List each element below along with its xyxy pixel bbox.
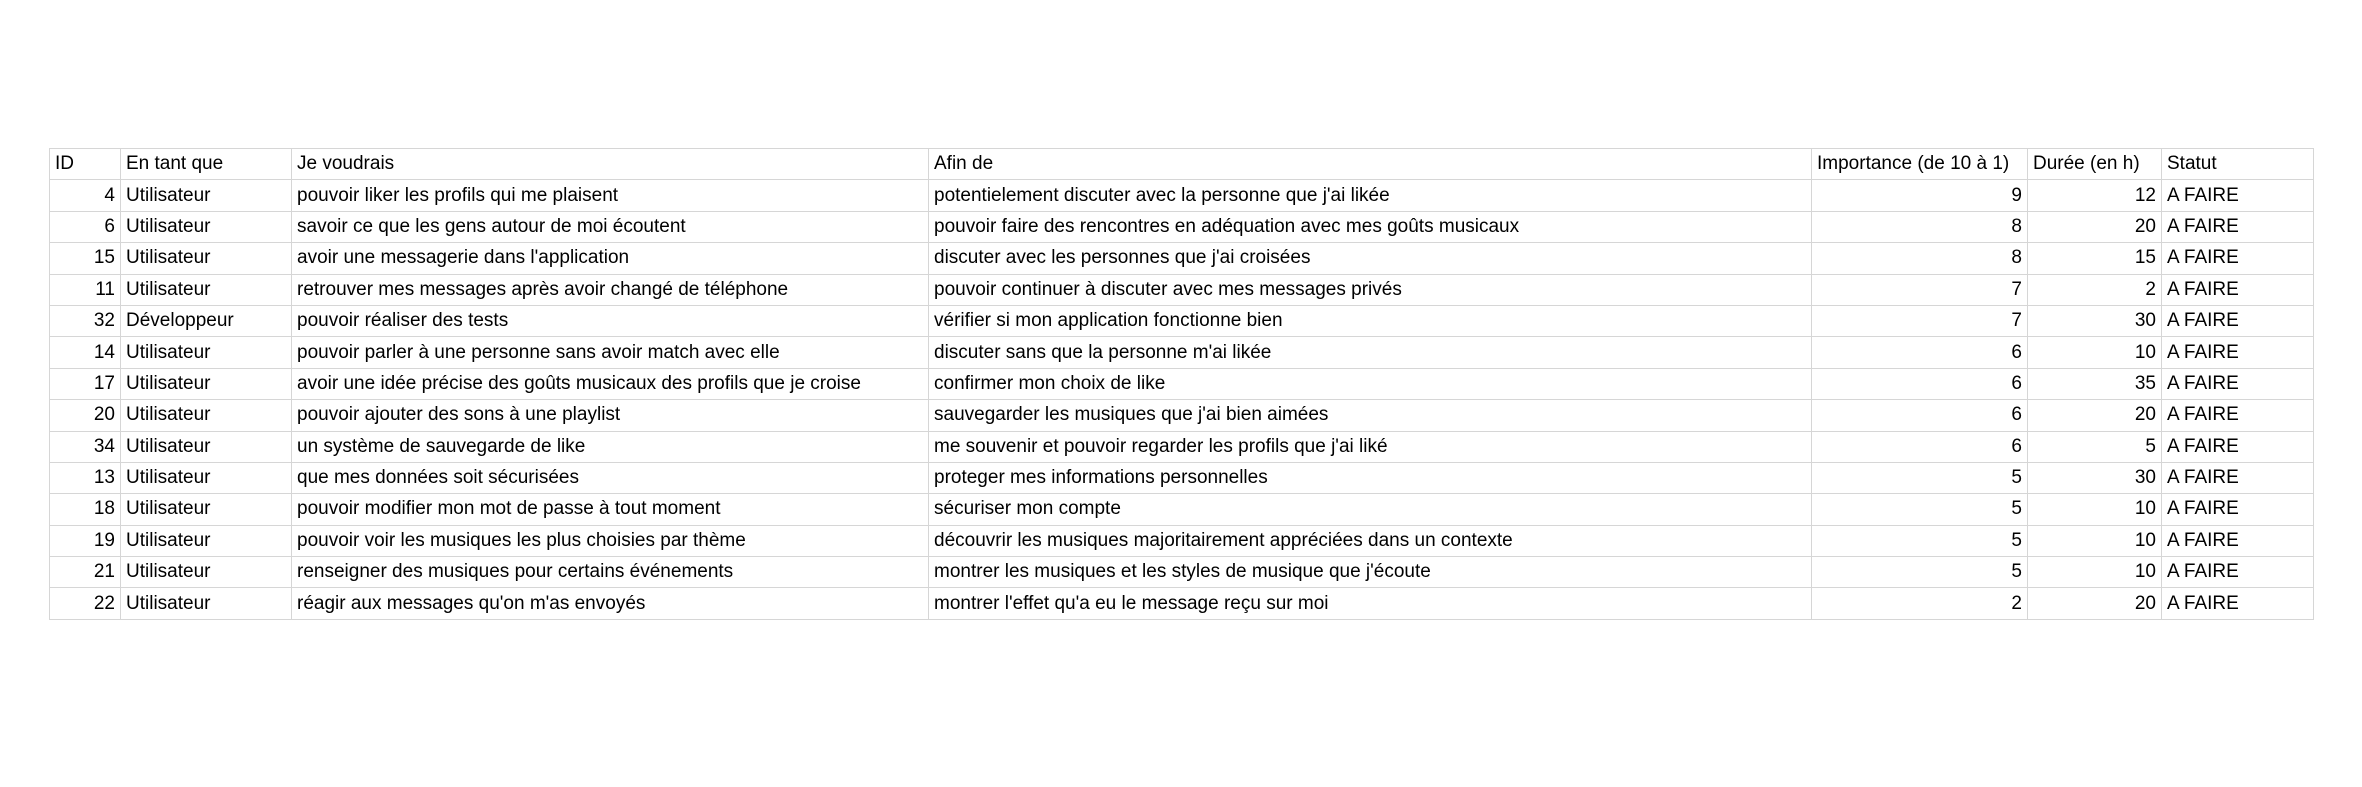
header-id: ID — [50, 149, 121, 180]
cell-goal: potentielement discuter avec la personne que j'ai likée — [929, 180, 1812, 211]
cell-role: Utilisateur — [121, 211, 292, 242]
cell-importance: 6 — [1812, 368, 2028, 399]
header-role: En tant que — [121, 149, 292, 180]
cell-goal: découvrir les musiques majoritairement appréciées dans un contexte — [929, 525, 1812, 556]
cell-duration: 20 — [2028, 211, 2162, 242]
cell-importance: 5 — [1812, 525, 2028, 556]
cell-goal: proteger mes informations personnelles — [929, 462, 1812, 493]
header-status: Statut — [2162, 149, 2314, 180]
table-row — [50, 525, 2314, 556]
header-importance: Importance (de 10 à 1) — [1812, 149, 2028, 180]
cell-goal: sauvegarder les musiques que j'ai bien aimées — [929, 400, 1812, 431]
cell-role: Utilisateur — [121, 400, 292, 431]
cell-goal: confirmer mon choix de like — [929, 368, 1812, 399]
cell-want: pouvoir ajouter des sons à une playlist — [292, 400, 929, 431]
cell-want: réagir aux messages qu'on m'as envoyés — [292, 588, 929, 619]
cell-importance: 6 — [1812, 400, 2028, 431]
cell-role: Utilisateur — [121, 368, 292, 399]
cell-importance: 9 — [1812, 180, 2028, 211]
cell-duration: 10 — [2028, 337, 2162, 368]
cell-id: 22 — [50, 588, 121, 619]
cell-want: avoir une idée précise des goûts musicaux des profils que je croise — [292, 368, 929, 399]
cell-id: 14 — [50, 337, 121, 368]
table-row — [50, 494, 2314, 525]
cell-status: A FAIRE — [2162, 462, 2314, 493]
cell-status: A FAIRE — [2162, 525, 2314, 556]
cell-importance: 8 — [1812, 243, 2028, 274]
cell-duration: 12 — [2028, 180, 2162, 211]
cell-role: Développeur — [121, 305, 292, 336]
cell-role: Utilisateur — [121, 588, 292, 619]
table-row — [50, 368, 2314, 399]
cell-role: Utilisateur — [121, 337, 292, 368]
cell-goal: pouvoir continuer à discuter avec mes messages privés — [929, 274, 1812, 305]
cell-id: 6 — [50, 211, 121, 242]
header-duration: Durée (en h) — [2028, 149, 2162, 180]
cell-want: savoir ce que les gens autour de moi écoutent — [292, 211, 929, 242]
table-row — [50, 274, 2314, 305]
cell-duration: 30 — [2028, 305, 2162, 336]
table-row — [50, 400, 2314, 431]
cell-goal: discuter avec les personnes que j'ai croisées — [929, 243, 1812, 274]
cell-want: pouvoir voir les musiques les plus choisies par thème — [292, 525, 929, 556]
cell-status: A FAIRE — [2162, 557, 2314, 588]
cell-want: pouvoir liker les profils qui me plaisent — [292, 180, 929, 211]
cell-status: A FAIRE — [2162, 274, 2314, 305]
cell-want: un système de sauvegarde de like — [292, 431, 929, 462]
cell-id: 21 — [50, 557, 121, 588]
cell-want: pouvoir parler à une personne sans avoir match avec elle — [292, 337, 929, 368]
cell-id: 11 — [50, 274, 121, 305]
table-row — [50, 243, 2314, 274]
cell-id: 32 — [50, 305, 121, 336]
cell-status: A FAIRE — [2162, 431, 2314, 462]
cell-id: 17 — [50, 368, 121, 399]
cell-status: A FAIRE — [2162, 337, 2314, 368]
cell-importance: 5 — [1812, 494, 2028, 525]
cell-status: A FAIRE — [2162, 368, 2314, 399]
cell-id: 20 — [50, 400, 121, 431]
cell-status: A FAIRE — [2162, 588, 2314, 619]
cell-duration: 15 — [2028, 243, 2162, 274]
cell-role: Utilisateur — [121, 243, 292, 274]
cell-want: retrouver mes messages après avoir changé de téléphone — [292, 274, 929, 305]
cell-want: avoir une messagerie dans l'application — [292, 243, 929, 274]
cell-importance: 5 — [1812, 462, 2028, 493]
cell-role: Utilisateur — [121, 274, 292, 305]
cell-goal: me souvenir et pouvoir regarder les profils que j'ai liké — [929, 431, 1812, 462]
cell-duration: 2 — [2028, 274, 2162, 305]
table-row — [50, 305, 2314, 336]
cell-duration: 35 — [2028, 368, 2162, 399]
cell-status: A FAIRE — [2162, 211, 2314, 242]
cell-want: renseigner des musiques pour certains événements — [292, 557, 929, 588]
cell-id: 13 — [50, 462, 121, 493]
cell-want: pouvoir réaliser des tests — [292, 305, 929, 336]
cell-duration: 5 — [2028, 431, 2162, 462]
user-stories-table — [49, 148, 2314, 620]
cell-importance: 6 — [1812, 337, 2028, 368]
cell-id: 19 — [50, 525, 121, 556]
cell-role: Utilisateur — [121, 180, 292, 211]
cell-importance: 8 — [1812, 211, 2028, 242]
cell-duration: 10 — [2028, 525, 2162, 556]
cell-id: 15 — [50, 243, 121, 274]
cell-duration: 20 — [2028, 400, 2162, 431]
table-row — [50, 431, 2314, 462]
cell-goal: montrer l'effet qu'a eu le message reçu sur moi — [929, 588, 1812, 619]
cell-status: A FAIRE — [2162, 243, 2314, 274]
cell-id: 34 — [50, 431, 121, 462]
cell-goal: sécuriser mon compte — [929, 494, 1812, 525]
table-row — [50, 337, 2314, 368]
cell-role: Utilisateur — [121, 525, 292, 556]
cell-goal: discuter sans que la personne m'ai likée — [929, 337, 1812, 368]
cell-duration: 10 — [2028, 494, 2162, 525]
cell-importance: 2 — [1812, 588, 2028, 619]
cell-importance: 5 — [1812, 557, 2028, 588]
cell-want: que mes données soit sécurisées — [292, 462, 929, 493]
cell-role: Utilisateur — [121, 431, 292, 462]
cell-goal: montrer les musiques et les styles de musique que j'écoute — [929, 557, 1812, 588]
header-row — [50, 149, 2314, 180]
cell-importance: 7 — [1812, 274, 2028, 305]
cell-role: Utilisateur — [121, 557, 292, 588]
table-row — [50, 462, 2314, 493]
cell-goal: vérifier si mon application fonctionne bien — [929, 305, 1812, 336]
cell-status: A FAIRE — [2162, 305, 2314, 336]
header-goal: Afin de — [929, 149, 1812, 180]
cell-role: Utilisateur — [121, 462, 292, 493]
table-row — [50, 180, 2314, 211]
cell-status: A FAIRE — [2162, 180, 2314, 211]
cell-id: 4 — [50, 180, 121, 211]
cell-status: A FAIRE — [2162, 400, 2314, 431]
cell-status: A FAIRE — [2162, 494, 2314, 525]
table-row — [50, 211, 2314, 242]
cell-duration: 10 — [2028, 557, 2162, 588]
cell-role: Utilisateur — [121, 494, 292, 525]
table-row — [50, 557, 2314, 588]
cell-importance: 7 — [1812, 305, 2028, 336]
cell-want: pouvoir modifier mon mot de passe à tout moment — [292, 494, 929, 525]
cell-goal: pouvoir faire des rencontres en adéquation avec mes goûts musicaux — [929, 211, 1812, 242]
header-want: Je voudrais — [292, 149, 929, 180]
table-row — [50, 588, 2314, 619]
cell-duration: 30 — [2028, 462, 2162, 493]
cell-duration: 20 — [2028, 588, 2162, 619]
cell-importance: 6 — [1812, 431, 2028, 462]
cell-id: 18 — [50, 494, 121, 525]
